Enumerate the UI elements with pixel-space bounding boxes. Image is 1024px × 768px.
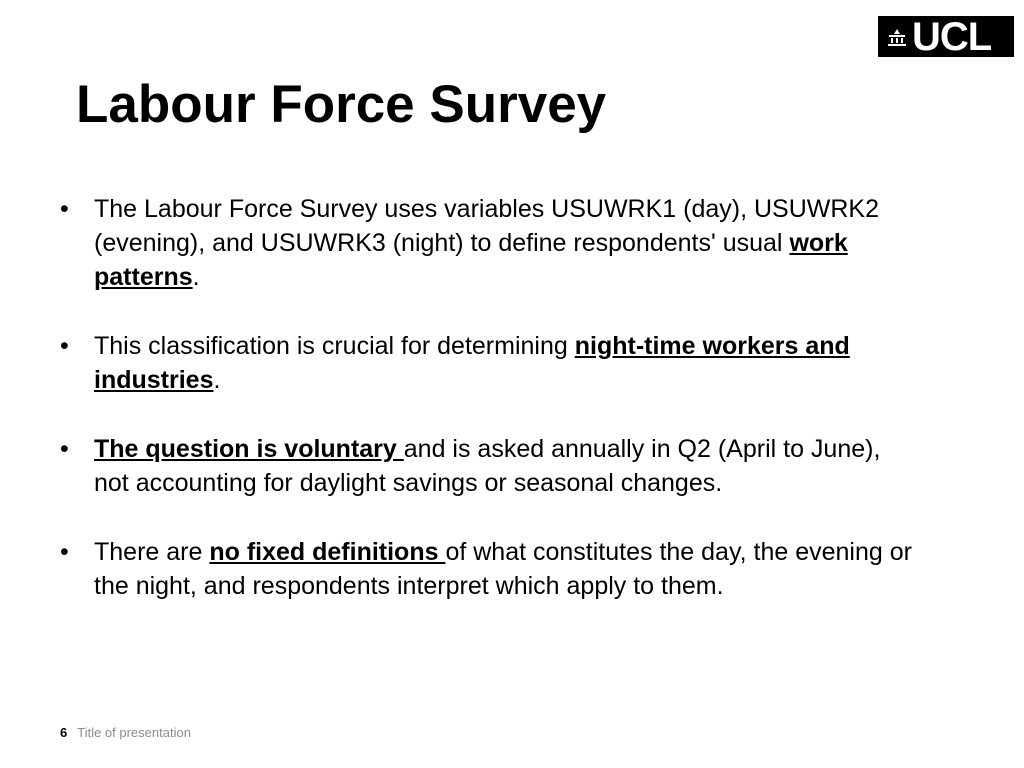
bullet-text: This classification is crucial for determining bbox=[94, 332, 575, 360]
slide-footer bbox=[60, 724, 191, 742]
bullet-marker: • bbox=[60, 332, 69, 360]
bullet-text: of what constitutes the day, the evening or the night, and respondents interpret which apply to them. bbox=[94, 538, 912, 600]
bullet-marker: • bbox=[60, 538, 69, 566]
bullet-marker: • bbox=[60, 435, 69, 463]
bullet-emphasis: no fixed definitions bbox=[209, 538, 446, 566]
bullet-emphasis: The question is voluntary bbox=[94, 435, 404, 463]
bullet-list bbox=[60, 192, 920, 638]
bullet-item bbox=[60, 432, 920, 500]
bullet-text: . bbox=[213, 366, 221, 394]
bullet-emphasis: night-time workers and industries bbox=[94, 332, 850, 394]
page-number: 6 bbox=[60, 725, 68, 740]
bullet-item bbox=[60, 329, 920, 397]
slide-title: Labour Force Survey bbox=[76, 75, 607, 134]
logo-text: UCL bbox=[912, 15, 992, 59]
bullet-item bbox=[60, 192, 920, 294]
bullet-emphasis: work patterns bbox=[94, 229, 848, 291]
bullet-text: The Labour Force Survey uses variables USUWRK1 (day), USUWRK2 (evening), and USUWRK3 (night) to define respondents' usual bbox=[94, 195, 879, 257]
bullet-marker: • bbox=[60, 195, 69, 223]
bullet-item bbox=[60, 535, 920, 603]
portico-icon bbox=[887, 29, 907, 46]
bullet-text: There are bbox=[94, 538, 210, 566]
bullet-text: . bbox=[192, 263, 200, 291]
ucl-logo bbox=[878, 16, 1014, 57]
bullet-text: and is asked annually in Q2 (April to June), not accounting for daylight savings or seasonal changes. bbox=[94, 435, 881, 497]
presentation-title: Title of presentation bbox=[77, 725, 191, 740]
